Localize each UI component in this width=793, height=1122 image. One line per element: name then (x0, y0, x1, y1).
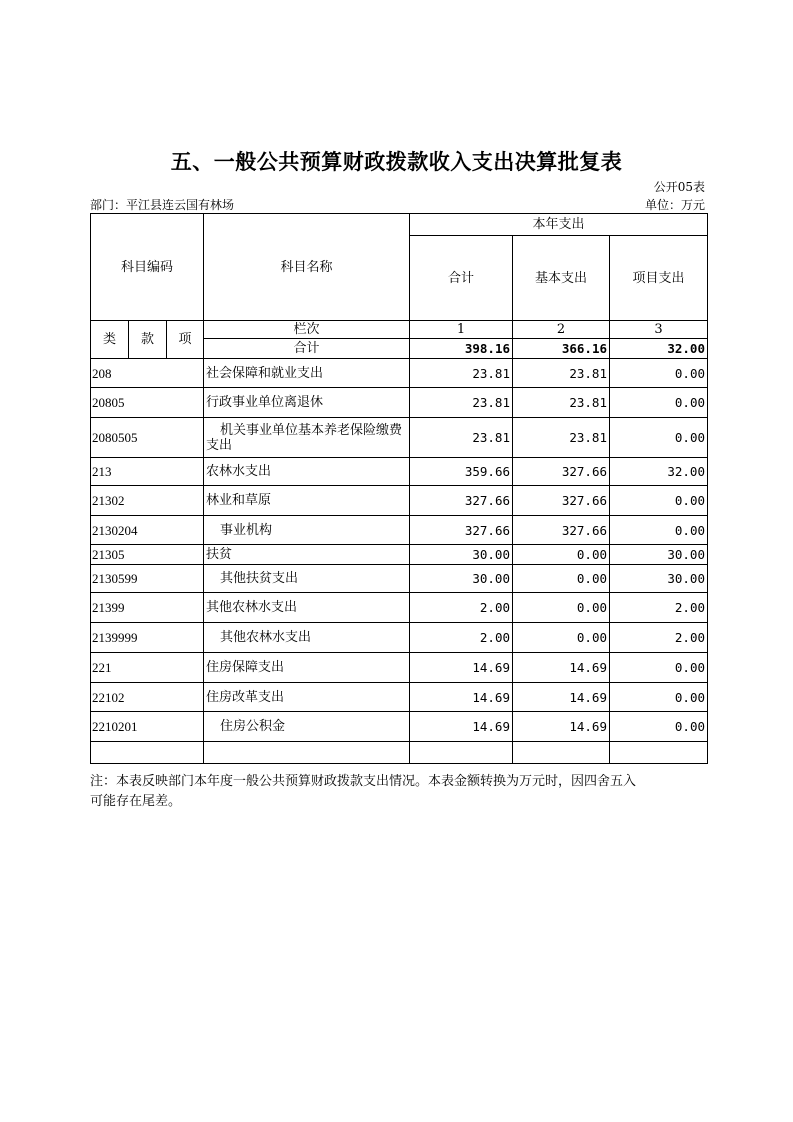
row-basic: 0.00 (513, 545, 610, 565)
row-name: 其他农林水支出 (204, 593, 410, 623)
table-row (91, 545, 708, 565)
header-lei: 类 (91, 321, 129, 359)
column-number-2: 2 (513, 321, 610, 339)
row-code: 2210201 (91, 712, 204, 742)
row-total: 14.69 (410, 712, 513, 742)
header-subject-code: 科目编码 (91, 214, 204, 321)
row-code: 2130599 (91, 565, 204, 593)
row-project: 0.00 (610, 359, 708, 388)
empty-cell (513, 742, 610, 764)
header-xiang: 项 (167, 321, 204, 359)
row-total: 327.66 (410, 486, 513, 516)
row-basic: 14.69 (513, 712, 610, 742)
total-project: 32.00 (610, 339, 708, 359)
empty-cell (204, 742, 410, 764)
header-subject-name: 科目名称 (204, 214, 410, 321)
row-total: 2.00 (410, 623, 513, 653)
row-code: 21305 (91, 545, 204, 565)
row-total: 23.81 (410, 359, 513, 388)
row-name-text: 机关事业单位基本养老保险缴费支出 (206, 422, 403, 453)
table-row (91, 418, 708, 458)
empty-cell (610, 742, 708, 764)
empty-row (91, 742, 708, 764)
table-row (91, 593, 708, 623)
header-project-expense: 项目支出 (610, 236, 708, 321)
row-project: 0.00 (610, 516, 708, 545)
row-name (204, 418, 410, 458)
row-basic: 0.00 (513, 565, 610, 593)
header-basic-expense: 基本支出 (513, 236, 610, 321)
row-total: 30.00 (410, 545, 513, 565)
empty-cell (410, 742, 513, 764)
row-basic: 0.00 (513, 623, 610, 653)
row-project: 0.00 (610, 653, 708, 683)
row-project: 32.00 (610, 458, 708, 486)
row-project: 2.00 (610, 623, 708, 653)
row-name: 住房公积金 (204, 712, 410, 742)
column-number-1: 1 (410, 321, 513, 339)
row-code: 21302 (91, 486, 204, 516)
row-basic: 327.66 (513, 486, 610, 516)
row-project: 0.00 (610, 712, 708, 742)
row-basic: 0.00 (513, 593, 610, 623)
row-project: 2.00 (610, 593, 708, 623)
empty-cell (91, 742, 204, 764)
row-project: 0.00 (610, 388, 708, 418)
row-project: 30.00 (610, 565, 708, 593)
row-basic: 327.66 (513, 458, 610, 486)
row-name: 其他扶贫支出 (204, 565, 410, 593)
row-total: 14.69 (410, 683, 513, 712)
table-row (91, 712, 708, 742)
department-label: 部门：平江县连云国有林场 (90, 198, 235, 212)
row-basic: 23.81 (513, 359, 610, 388)
row-code: 221 (91, 653, 204, 683)
row-total: 2.00 (410, 593, 513, 623)
header-column-order: 栏次 (204, 321, 410, 339)
row-total: 23.81 (410, 388, 513, 418)
row-total: 30.00 (410, 565, 513, 593)
row-code: 22102 (91, 683, 204, 712)
row-basic: 327.66 (513, 516, 610, 545)
total-basic: 366.16 (513, 339, 610, 359)
table-row (91, 458, 708, 486)
header-total: 合计 (410, 236, 513, 321)
table-row (91, 359, 708, 388)
row-project: 0.00 (610, 486, 708, 516)
table-row (91, 565, 708, 593)
row-name: 扶贫 (204, 545, 410, 565)
row-code: 208 (91, 359, 204, 388)
page-title: 五、一般公共预算财政拨款收入支出决算批复表 (170, 149, 623, 174)
form-code: 公开05表 (653, 180, 705, 194)
header-current-year-expense: 本年支出 (410, 214, 708, 236)
footnote-line-2: 可能存在尾差。 (90, 794, 182, 809)
row-project: 0.00 (610, 683, 708, 712)
row-code: 2080505 (91, 418, 204, 458)
row-total: 23.81 (410, 418, 513, 458)
row-name: 社会保障和就业支出 (204, 359, 410, 388)
footnote (90, 772, 710, 812)
row-code: 21399 (91, 593, 204, 623)
table-row (91, 653, 708, 683)
row-name: 林业和草原 (204, 486, 410, 516)
table-row (91, 388, 708, 418)
row-basic: 23.81 (513, 418, 610, 458)
header-kuan: 款 (129, 321, 167, 359)
table-row (91, 486, 708, 516)
row-code: 2130204 (91, 516, 204, 545)
row-name: 农林水支出 (204, 458, 410, 486)
table-row (91, 683, 708, 712)
row-name: 住房改革支出 (204, 683, 410, 712)
footnote-line-1: 注：本表反映部门本年度一般公共预算财政拨款支出情况。本表金额转换为万元时，因四舍五入 (90, 774, 637, 789)
column-number-3: 3 (610, 321, 708, 339)
row-code: 213 (91, 458, 204, 486)
row-basic: 14.69 (513, 653, 610, 683)
row-total: 14.69 (410, 653, 513, 683)
row-basic: 23.81 (513, 388, 610, 418)
row-name: 其他农林水支出 (204, 623, 410, 653)
unit-label: 单位：万元 (644, 198, 705, 212)
budget-table (90, 213, 708, 764)
total-label: 合计 (204, 339, 410, 359)
table-row (91, 516, 708, 545)
total-amount: 398.16 (410, 339, 513, 359)
row-name: 事业机构 (204, 516, 410, 545)
row-total: 359.66 (410, 458, 513, 486)
row-basic: 14.69 (513, 683, 610, 712)
row-project: 30.00 (610, 545, 708, 565)
row-name: 行政事业单位离退休 (204, 388, 410, 418)
row-total: 327.66 (410, 516, 513, 545)
row-code: 20805 (91, 388, 204, 418)
table-row (91, 623, 708, 653)
row-name: 住房保障支出 (204, 653, 410, 683)
row-code: 2139999 (91, 623, 204, 653)
row-project: 0.00 (610, 418, 708, 458)
